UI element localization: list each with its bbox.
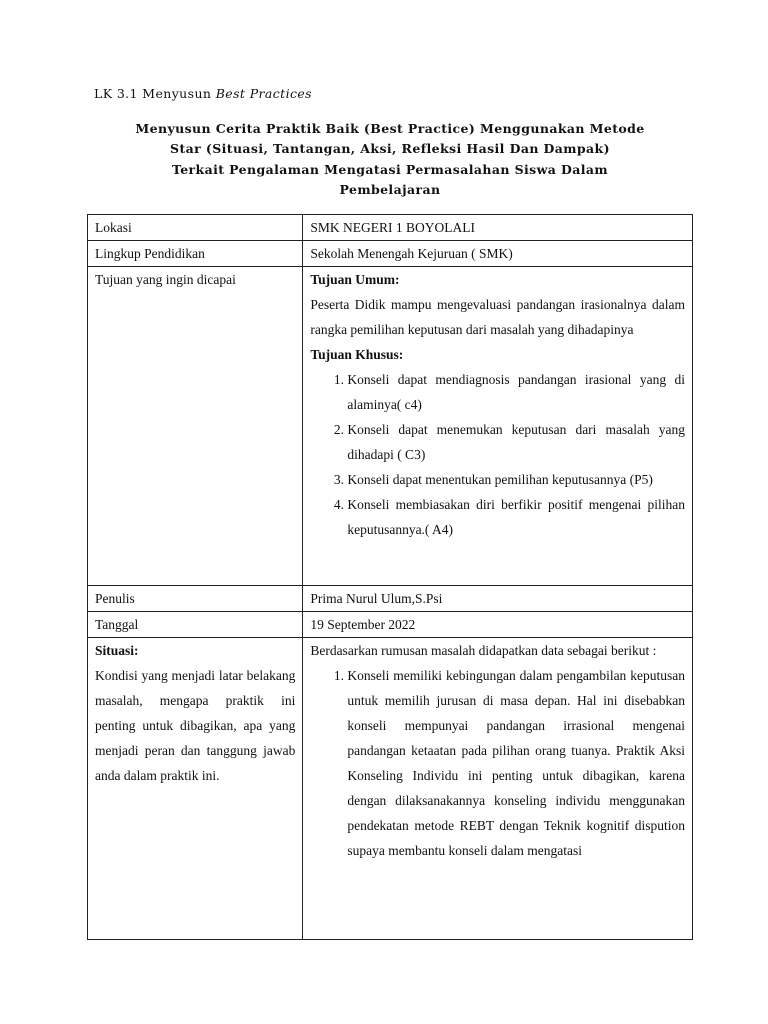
tanggal-value: 19 September 2022 <box>303 612 693 638</box>
situasi-description: Kondisi yang menjadi latar belakang masalah, mengapa praktik ini penting untuk dibagikan, apa yang menjadi peran dan tanggung jawab anda dalam praktik ini. <box>95 668 296 783</box>
worksheet-label <box>94 86 312 101</box>
worksheet-label-italic: Best Practices <box>215 86 312 101</box>
list-item: 3. Konseli dapat menentukan pemilihan keputusannya (P5) <box>347 467 685 492</box>
situasi-heading: Situasi: <box>95 643 139 658</box>
lokasi-label: Lokasi <box>88 215 303 241</box>
tujuan-label: Tujuan yang ingin dicapai <box>88 267 303 586</box>
best-practice-table <box>87 214 693 940</box>
penulis-label: Penulis <box>88 586 303 612</box>
situasi-intro: Berdasarkan rumusan masalah didapatkan data sebagai berikut : <box>310 643 657 658</box>
list-item: 1. Konseli dapat mendiagnosis pandangan irasional yang di alaminya( c4) <box>347 367 685 417</box>
table-row-penulis <box>88 586 693 612</box>
lokasi-value: SMK NEGERI 1 BOYOLALI <box>303 215 693 241</box>
title-line: Terkait Pengalaman Mengatasi Permasalahan Siswa Dalam <box>171 161 609 177</box>
situasi-list <box>310 663 685 863</box>
tujuan-khusus-heading: Tujuan Khusus: <box>310 347 404 362</box>
table-row-tujuan <box>88 267 693 586</box>
table-row-lingkup <box>88 241 693 267</box>
list-item: 4. Konseli membiasakan diri berfikir positif mengenai pilihan keputusannya.( A4) <box>347 492 685 542</box>
tujuan-umum-heading: Tujuan Umum: <box>310 272 400 287</box>
tujuan-umum-text: Peserta Didik mampu mengevaluasi pandangan irasionalnya dalam rangka pemilihan keputusan dari masalah yang dihadapinya <box>310 297 685 337</box>
table-row-tanggal <box>88 612 693 638</box>
situasi-label-cell <box>88 638 303 940</box>
tujuan-khusus-list <box>310 367 685 542</box>
table-row-situasi <box>88 638 693 940</box>
penulis-value: Prima Nurul Ulum,S.Psi <box>303 586 693 612</box>
table-row-lokasi <box>88 215 693 241</box>
lingkup-label: Lingkup Pendidikan <box>88 241 303 267</box>
title-line: Pembelajaran <box>339 181 441 197</box>
title-line: Menyusun Cerita Praktik Baik (Best Practice) Menggunakan Metode <box>135 121 645 136</box>
document-title <box>87 119 693 200</box>
tujuan-content <box>303 267 693 586</box>
tanggal-label: Tanggal <box>88 612 303 638</box>
lingkup-value: Sekolah Menengah Kejuruan ( SMK) <box>303 241 693 267</box>
worksheet-label-prefix: LK 3.1 Menyusun <box>94 86 216 101</box>
list-item: 1. Konseli memiliki kebingungan dalam pengambilan keputusan untuk memilih jurusan di masa depan. Hal ini disebabkan konseli mempunyai pandangan irrasional mengenai pandangan ketaatan pada pilihan orang tuanya. Praktik Aksi Konseling Individu ini penting untuk dibagikan, karena dengan dilaksanakannya konseling individu menggunakan pendekatan metode REBT dengan Teknik kognitif dispution supaya membantu konseli dalam mengatasi <box>347 663 685 863</box>
situasi-content <box>303 638 693 940</box>
title-line: Star (Situasi, Tantangan, Aksi, Refleksi Hasil Dan Dampak) <box>170 141 610 157</box>
list-item: 2. Konseli dapat menemukan keputusan dari masalah yang dihadapi ( C3) <box>347 417 685 467</box>
